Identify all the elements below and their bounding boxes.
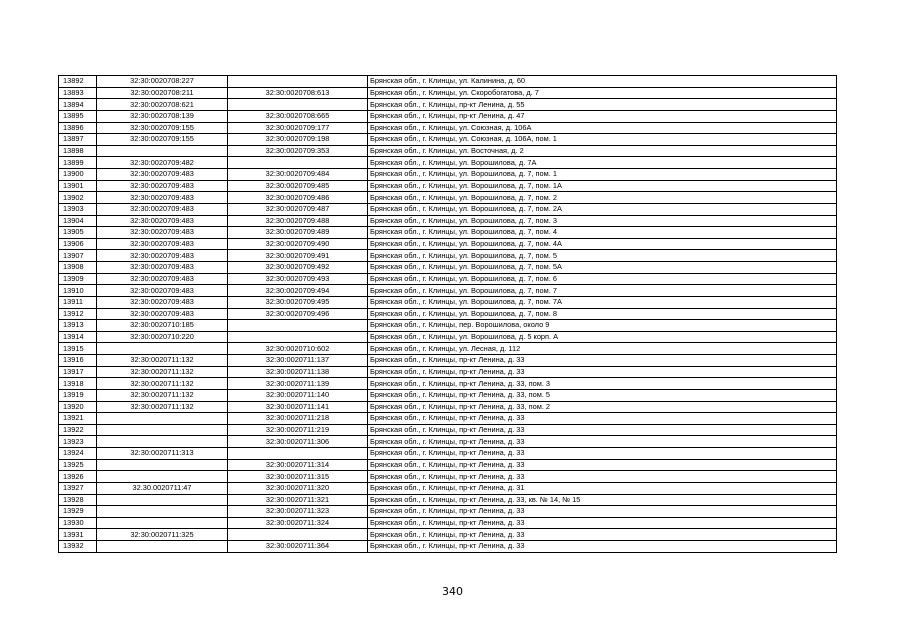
- cell-row-number: 13932: [59, 541, 97, 553]
- cell-cadastral-number-object: 32:30:0020708:665: [228, 110, 368, 122]
- cell-address: Брянская обл., г. Клинцы, пр-кт Ленина, д. 33: [368, 413, 837, 425]
- cell-cadastral-number: 32:30:0020709:483: [97, 273, 228, 285]
- table-row: [59, 262, 837, 274]
- cell-row-number: 13899: [59, 157, 97, 169]
- table-row: [59, 157, 837, 169]
- cell-cadastral-number: [97, 541, 228, 553]
- cell-cadastral-number-object: 32:30:0020711:314: [228, 459, 368, 471]
- cell-cadastral-number-object: 32:30:0020709:489: [228, 227, 368, 239]
- cell-cadastral-number-object: [228, 99, 368, 111]
- cell-address: Брянская обл., г. Клинцы, пр-кт Ленина, д. 33, пом. 2: [368, 401, 837, 413]
- cell-cadastral-number: [97, 459, 228, 471]
- table-row: [59, 355, 837, 367]
- cell-cadastral-number-object: [228, 76, 368, 88]
- cell-cadastral-number-object: 32:30:0020711:140: [228, 389, 368, 401]
- table-row: [59, 471, 837, 483]
- cell-cadastral-number-object: 32:30:0020709:494: [228, 285, 368, 297]
- cell-cadastral-number-object: 32:30:0020709:485: [228, 180, 368, 192]
- table-row: [59, 273, 837, 285]
- table-row: [59, 494, 837, 506]
- cell-address: Брянская обл., г. Клинцы, ул. Ворошилова, д. 7, пом. 6: [368, 273, 837, 285]
- cell-row-number: 13920: [59, 401, 97, 413]
- cell-address: Брянская обл., г. Клинцы, ул. Ворошилова, д. 7, пом. 5А: [368, 262, 837, 274]
- cell-cadastral-number: 32:30:0020709:155: [97, 134, 228, 146]
- cell-address: Брянская обл., г. Клинцы, ул. Ворошилова, д. 7, пом. 1А: [368, 180, 837, 192]
- table-row: [59, 320, 837, 332]
- cell-cadastral-number: 32:30:0020711:132: [97, 355, 228, 367]
- cell-cadastral-number: 32:30:0020709:483: [97, 262, 228, 274]
- table-row: [59, 517, 837, 529]
- cell-cadastral-number: 32:30:0020709:483: [97, 180, 228, 192]
- table-row: [59, 389, 837, 401]
- cell-cadastral-number: 32:30:0020709:483: [97, 285, 228, 297]
- cell-cadastral-number: [97, 436, 228, 448]
- cell-address: Брянская обл., г. Клинцы, пр-кт Ленина, д. 33: [368, 448, 837, 460]
- cell-row-number: 13927: [59, 482, 97, 494]
- cell-cadastral-number: 32:30:0020708:139: [97, 110, 228, 122]
- cell-cadastral-number-object: [228, 448, 368, 460]
- cell-cadastral-number: 32:30:0020710:185: [97, 320, 228, 332]
- cell-cadastral-number-object: 32:30:0020709:495: [228, 296, 368, 308]
- cell-address: Брянская обл., г. Клинцы, пр-кт Ленина, д. 31: [368, 482, 837, 494]
- cell-row-number: 13894: [59, 99, 97, 111]
- cell-row-number: 13905: [59, 227, 97, 239]
- cell-row-number: 13921: [59, 413, 97, 425]
- cell-row-number: 13916: [59, 355, 97, 367]
- cell-cadastral-number-object: 32:30:0020709:486: [228, 192, 368, 204]
- cell-cadastral-number: [97, 517, 228, 529]
- cell-address: Брянская обл., г. Клинцы, ул. Ворошилова, д. 7А: [368, 157, 837, 169]
- table-row: [59, 448, 837, 460]
- cell-address: Брянская обл., г. Клинцы, ул. Ворошилова, д. 7, пом. 7А: [368, 296, 837, 308]
- cell-address: Брянская обл., г. Клинцы, ул. Скоробогатова, д. 7: [368, 87, 837, 99]
- cell-cadastral-number: 32:30:0020709:483: [97, 192, 228, 204]
- cell-address: Брянская обл., г. Клинцы, пр-кт Ленина, д. 33, кв. № 14, № 15: [368, 494, 837, 506]
- cell-row-number: 13914: [59, 331, 97, 343]
- cell-row-number: 13912: [59, 308, 97, 320]
- cell-address: Брянская обл., г. Клинцы, ул. Ворошилова, д. 7, пом. 2: [368, 192, 837, 204]
- page-number: 340: [442, 585, 463, 598]
- cell-row-number: 13907: [59, 250, 97, 262]
- cell-row-number: 13893: [59, 87, 97, 99]
- cell-row-number: 13931: [59, 529, 97, 541]
- cell-cadastral-number: [97, 145, 228, 157]
- cell-cadastral-number: 32:30:0020709:483: [97, 250, 228, 262]
- cell-address: Брянская обл., г. Клинцы, пр-кт Ленина, д. 33, пом. 5: [368, 389, 837, 401]
- cell-address: Брянская обл., г. Клинцы, пр-кт Ленина, д. 33: [368, 517, 837, 529]
- cell-row-number: 13901: [59, 180, 97, 192]
- cell-row-number: 13922: [59, 424, 97, 436]
- cell-address: Брянская обл., г. Клинцы, ул. Калинина, д. 60: [368, 76, 837, 88]
- table-row: [59, 145, 837, 157]
- cell-cadastral-number: 32:30:0020709:483: [97, 203, 228, 215]
- cell-address: Брянская обл., г. Клинцы, ул. Ворошилова, д. 7, пом. 1: [368, 169, 837, 181]
- cell-address: Брянская обл., г. Клинцы, пр-кт Ленина, д. 33: [368, 355, 837, 367]
- table-row: [59, 192, 837, 204]
- table-row: [59, 506, 837, 518]
- cell-row-number: 13923: [59, 436, 97, 448]
- cell-address: Брянская обл., г. Клинцы, пр-кт Ленина, д. 33: [368, 459, 837, 471]
- cell-address: Брянская обл., г. Клинцы, ул. Восточная, д. 2: [368, 145, 837, 157]
- cell-address: Брянская обл., г. Клинцы, ул. Ворошилова, д. 7, пом. 4: [368, 227, 837, 239]
- cell-row-number: 13904: [59, 215, 97, 227]
- cell-cadastral-number: 32.30.0020711:47: [97, 482, 228, 494]
- cell-cadastral-number-object: 32:30:0020711:138: [228, 366, 368, 378]
- cell-cadastral-number: [97, 343, 228, 355]
- cell-cadastral-number-object: 32:30:0020711:364: [228, 541, 368, 553]
- table-row: [59, 424, 837, 436]
- table-row: [59, 331, 837, 343]
- cell-cadastral-number: 32:30:0020711:132: [97, 378, 228, 390]
- table-row: [59, 366, 837, 378]
- cell-cadastral-number: 32:30:0020710:220: [97, 331, 228, 343]
- cell-cadastral-number-object: 32:30:0020708:613: [228, 87, 368, 99]
- cell-address: Брянская обл., г. Клинцы, ул. Ворошилова, д. 7, пом. 7: [368, 285, 837, 297]
- table-row: [59, 250, 837, 262]
- table-row: [59, 296, 837, 308]
- cell-address: Брянская обл., г. Клинцы, ул. Союзная, д. 106А, пом. 1: [368, 134, 837, 146]
- cell-row-number: 13896: [59, 122, 97, 134]
- cell-address: Брянская обл., г. Клинцы, пр-кт Ленина, д. 33: [368, 436, 837, 448]
- cell-address: Брянская обл., г. Клинцы, пр-кт Ленина, д. 33: [368, 471, 837, 483]
- table-row: [59, 180, 837, 192]
- cell-cadastral-number: 32:30:0020708:621: [97, 99, 228, 111]
- cell-cadastral-number-object: [228, 529, 368, 541]
- cell-cadastral-number-object: 32:30:0020711:323: [228, 506, 368, 518]
- cell-row-number: 13903: [59, 203, 97, 215]
- cell-cadastral-number: 32:30:0020709:155: [97, 122, 228, 134]
- cell-row-number: 13929: [59, 506, 97, 518]
- cell-row-number: 13918: [59, 378, 97, 390]
- table-row: [59, 122, 837, 134]
- cell-row-number: 13909: [59, 273, 97, 285]
- table-row: [59, 308, 837, 320]
- cell-cadastral-number-object: 32:30:0020709:353: [228, 145, 368, 157]
- cell-row-number: 13913: [59, 320, 97, 332]
- cell-address: Брянская обл., г. Клинцы, пер. Ворошилова, около 9: [368, 320, 837, 332]
- cell-cadastral-number: 32:30:0020709:483: [97, 308, 228, 320]
- table-body: [59, 76, 837, 553]
- cell-address: Брянская обл., г. Клинцы, ул. Ворошилова, д. 7, пом. 4А: [368, 238, 837, 250]
- cell-cadastral-number-object: 32:30:0020711:218: [228, 413, 368, 425]
- cell-cadastral-number-object: 32:30:0020709:492: [228, 262, 368, 274]
- cell-cadastral-number-object: 32:30:0020709:493: [228, 273, 368, 285]
- table-row: [59, 482, 837, 494]
- cell-cadastral-number-object: [228, 157, 368, 169]
- cell-cadastral-number-object: 32:30:0020711:321: [228, 494, 368, 506]
- cell-address: Брянская обл., г. Клинцы, ул. Ворошилова, д. 7, пом. 3: [368, 215, 837, 227]
- cell-row-number: 13892: [59, 76, 97, 88]
- cell-row-number: 13897: [59, 134, 97, 146]
- cell-cadastral-number-object: 32:30:0020709:490: [228, 238, 368, 250]
- cell-address: Брянская обл., г. Клинцы, ул. Союзная, д. 106А: [368, 122, 837, 134]
- cell-row-number: 13917: [59, 366, 97, 378]
- cell-cadastral-number: 32:30:0020709:483: [97, 238, 228, 250]
- table-row: [59, 343, 837, 355]
- table-row: [59, 99, 837, 111]
- cell-row-number: 13915: [59, 343, 97, 355]
- table-row: [59, 76, 837, 88]
- cell-row-number: 13906: [59, 238, 97, 250]
- cell-cadastral-number: 32:30:0020709:483: [97, 296, 228, 308]
- table-row: [59, 285, 837, 297]
- cell-cadastral-number-object: 32:30:0020711:139: [228, 378, 368, 390]
- table-row: [59, 169, 837, 181]
- cell-address: Брянская обл., г. Клинцы, ул. Ворошилова, д. 7, пом. 2А: [368, 203, 837, 215]
- cell-address: Брянская обл., г. Клинцы, ул. Лесная, д. 112: [368, 343, 837, 355]
- cell-row-number: 13895: [59, 110, 97, 122]
- cell-cadastral-number-object: 32:30:0020709:484: [228, 169, 368, 181]
- cell-address: Брянская обл., г. Клинцы, пр-кт Ленина, д. 33, пом. 3: [368, 378, 837, 390]
- cell-cadastral-number: [97, 506, 228, 518]
- cell-row-number: 13910: [59, 285, 97, 297]
- cell-address: Брянская обл., г. Клинцы, пр-кт Ленина, д. 33: [368, 366, 837, 378]
- cell-cadastral-number-object: 32:30:0020709:198: [228, 134, 368, 146]
- cell-address: Брянская обл., г. Клинцы, ул. Ворошилова, д. 5 корп. А: [368, 331, 837, 343]
- cell-cadastral-number-object: [228, 320, 368, 332]
- table-row: [59, 238, 837, 250]
- cell-cadastral-number: [97, 494, 228, 506]
- table-row: [59, 529, 837, 541]
- cell-cadastral-number-object: 32:30:0020709:487: [228, 203, 368, 215]
- cell-row-number: 13924: [59, 448, 97, 460]
- cell-row-number: 13911: [59, 296, 97, 308]
- cell-address: Брянская обл., г. Клинцы, пр-кт Ленина, д. 33: [368, 541, 837, 553]
- cell-cadastral-number: [97, 413, 228, 425]
- cell-cadastral-number-object: [228, 331, 368, 343]
- cell-cadastral-number: [97, 424, 228, 436]
- cell-cadastral-number: 32:30:0020709:483: [97, 227, 228, 239]
- table-row: [59, 215, 837, 227]
- cell-row-number: 13898: [59, 145, 97, 157]
- cell-cadastral-number: [97, 471, 228, 483]
- table-row: [59, 87, 837, 99]
- table-row: [59, 134, 837, 146]
- cell-cadastral-number: 32:30:0020711:132: [97, 389, 228, 401]
- cell-cadastral-number-object: 32:30:0020711:219: [228, 424, 368, 436]
- table-row: [59, 378, 837, 390]
- cell-address: Брянская обл., г. Клинцы, ул. Ворошилова, д. 7, пом. 8: [368, 308, 837, 320]
- cell-address: Брянская обл., г. Клинцы, пр-кт Ленина, д. 55: [368, 99, 837, 111]
- cell-cadastral-number-object: 32:30:0020709:496: [228, 308, 368, 320]
- cell-cadastral-number-object: 32:30:0020711:306: [228, 436, 368, 448]
- table-row: [59, 413, 837, 425]
- cell-cadastral-number-object: 32:30:0020710:602: [228, 343, 368, 355]
- cell-row-number: 13919: [59, 389, 97, 401]
- cell-cadastral-number: 32:30:0020711:132: [97, 366, 228, 378]
- cell-row-number: 13930: [59, 517, 97, 529]
- cadastral-table: [58, 75, 837, 553]
- cell-address: Брянская обл., г. Клинцы, пр-кт Ленина, д. 33: [368, 529, 837, 541]
- cell-cadastral-number: 32:30:0020709:483: [97, 215, 228, 227]
- cell-row-number: 13928: [59, 494, 97, 506]
- table-row: [59, 436, 837, 448]
- cell-cadastral-number-object: 32:30:0020709:491: [228, 250, 368, 262]
- table-row: [59, 203, 837, 215]
- table-row: [59, 541, 837, 553]
- cell-address: Брянская обл., г. Клинцы, пр-кт Ленина, д. 47: [368, 110, 837, 122]
- table-row: [59, 401, 837, 413]
- cell-address: Брянская обл., г. Клинцы, пр-кт Ленина, д. 33: [368, 506, 837, 518]
- cell-cadastral-number-object: 32:30:0020709:177: [228, 122, 368, 134]
- cell-cadastral-number-object: 32:30:0020711:315: [228, 471, 368, 483]
- cell-cadastral-number: 32:30:0020708:227: [97, 76, 228, 88]
- cell-cadastral-number: 32:30:0020708:211: [97, 87, 228, 99]
- cell-cadastral-number-object: 32:30:0020711:137: [228, 355, 368, 367]
- cell-address: Брянская обл., г. Клинцы, пр-кт Ленина, д. 33: [368, 424, 837, 436]
- cell-row-number: 13908: [59, 262, 97, 274]
- cell-cadastral-number: 32:30:0020709:482: [97, 157, 228, 169]
- cell-cadastral-number: 32:30:0020709:483: [97, 169, 228, 181]
- cell-row-number: 13926: [59, 471, 97, 483]
- cell-cadastral-number-object: 32:30:0020709:488: [228, 215, 368, 227]
- table-row: [59, 227, 837, 239]
- cell-cadastral-number-object: 32:30:0020711:141: [228, 401, 368, 413]
- table-row: [59, 110, 837, 122]
- cell-row-number: 13902: [59, 192, 97, 204]
- cell-cadastral-number: 32:30:0020711:325: [97, 529, 228, 541]
- cell-row-number: 13925: [59, 459, 97, 471]
- cell-row-number: 13900: [59, 169, 97, 181]
- cell-cadastral-number: 32:30:0020711:132: [97, 401, 228, 413]
- table-row: [59, 459, 837, 471]
- cell-cadastral-number-object: 32:30:0020711:320: [228, 482, 368, 494]
- cell-cadastral-number: 32:30:0020711:313: [97, 448, 228, 460]
- cell-address: Брянская обл., г. Клинцы, ул. Ворошилова, д. 7, пом. 5: [368, 250, 837, 262]
- cell-cadastral-number-object: 32:30:0020711:324: [228, 517, 368, 529]
